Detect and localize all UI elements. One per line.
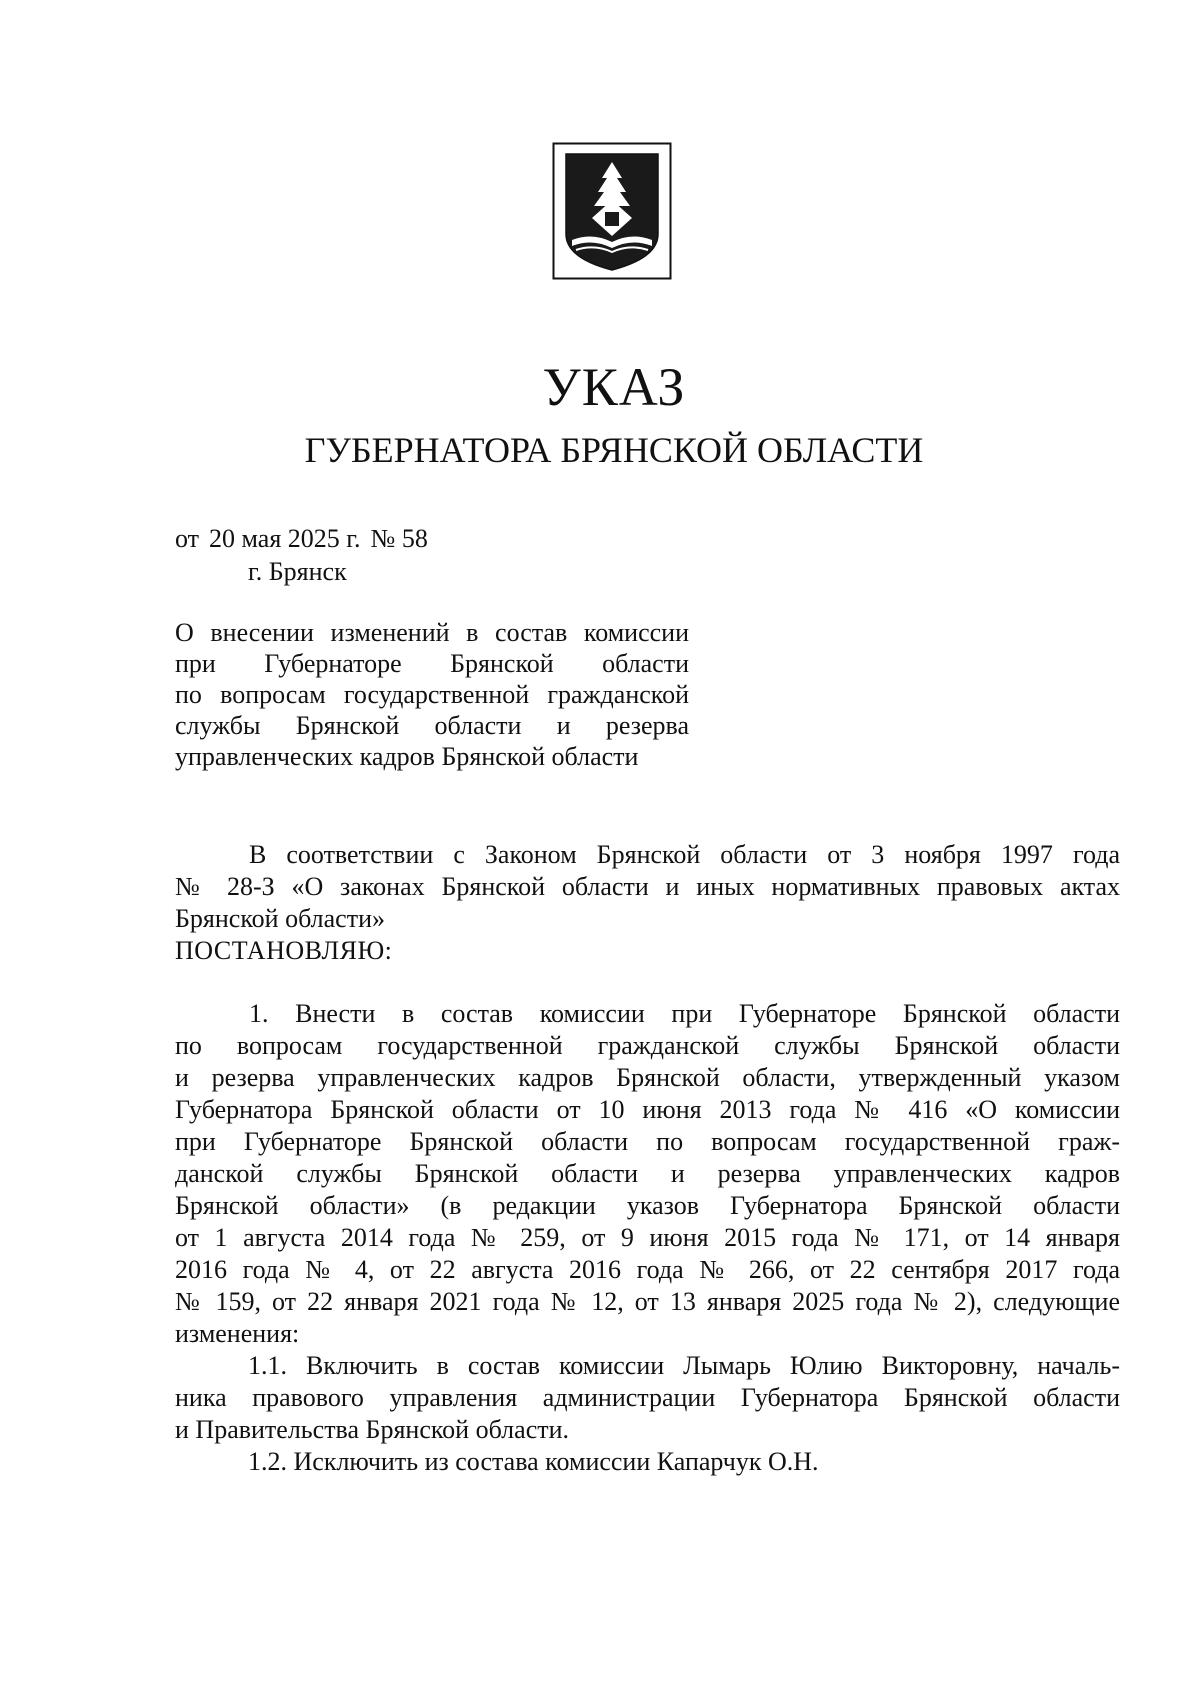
item-1-line: 1. Внести в состав комиссии при Губернаторе Брянской области xyxy=(249,999,1120,1028)
preamble-line: № 28-З «О законах Брянской области и иных нормативных правовых актах xyxy=(175,872,1120,901)
subject-line: О внесении изменений в состав комиссии xyxy=(175,618,689,647)
document-subject xyxy=(175,617,689,772)
subject-line: при Губернаторе Брянской области xyxy=(175,649,689,678)
preamble-line: В соответствии с Законом Брянской области от 3 ноября 1997 года xyxy=(249,840,1120,869)
item-1-line: и резерва управленческих кадров Брянской области, утвержденный указом xyxy=(175,1063,1120,1092)
subject-line: управленческих кадров Брянской области xyxy=(175,742,639,771)
subject-line: по вопросам государственной гражданской xyxy=(175,680,689,709)
item-1-2-line: 1.2. Исключить из состава комиссии Капарчук О.Н. xyxy=(248,1447,819,1476)
decree-word: ПОСТАНОВЛЯЮ: xyxy=(175,936,393,965)
document-body xyxy=(175,839,1120,1478)
item-1-line: данской службы Брянской области и резерва управленческих кадров xyxy=(175,1159,1120,1188)
document-subtitle: ГУБЕРНАТОРА БРЯНСКОЙ ОБЛАСТИ xyxy=(304,430,924,470)
item-1-line: при Губернаторе Брянской области по вопросам государственной граж- xyxy=(175,1127,1120,1156)
subject-line: службы Брянской области и резерва xyxy=(175,711,689,740)
coat-of-arms-emblem xyxy=(552,142,672,280)
document-number: № 58 xyxy=(370,524,428,553)
document-city: г. Брянск xyxy=(248,557,347,586)
item-1-1-line: и Правительства Брянской области. xyxy=(175,1415,570,1444)
item-1-line: № 159, от 22 января 2021 года № 12, от 13 января 2025 года № 2), следующие xyxy=(175,1287,1120,1316)
preamble-line: Брянской области» xyxy=(175,904,385,933)
item-1-1-line: ника правового управления администрации Губернатора Брянской области xyxy=(175,1383,1120,1412)
item-1-line: 2016 года № 4, от 22 августа 2016 года № 266, от 22 сентября 2017 года xyxy=(175,1255,1120,1284)
item-1-line: Губернатора Брянской области от 10 июня 2013 года № 416 «О комиссии xyxy=(175,1095,1120,1124)
document-title: УКАЗ xyxy=(542,357,686,417)
item-1-line: изменения: xyxy=(175,1319,300,1348)
date-prefix: от xyxy=(175,524,200,553)
paragraph-gap xyxy=(175,967,1120,998)
document-date-line xyxy=(175,526,438,552)
item-1-line: Брянской области» (в редакции указов Губернатора Брянской области xyxy=(175,1191,1120,1220)
coat-of-arms-icon xyxy=(552,142,672,280)
item-1-line: по вопросам государственной гражданской службы Брянской области xyxy=(175,1031,1120,1060)
item-1-line: от 1 августа 2014 года № 259, от 9 июня 2015 года № 171, от 14 января xyxy=(175,1223,1120,1252)
item-1-1-line: 1.1. Включить в состав комиссии Лымарь Юлию Викторовну, началь- xyxy=(248,1351,1120,1380)
document-date: 20 мая 2025 г. xyxy=(209,524,361,553)
